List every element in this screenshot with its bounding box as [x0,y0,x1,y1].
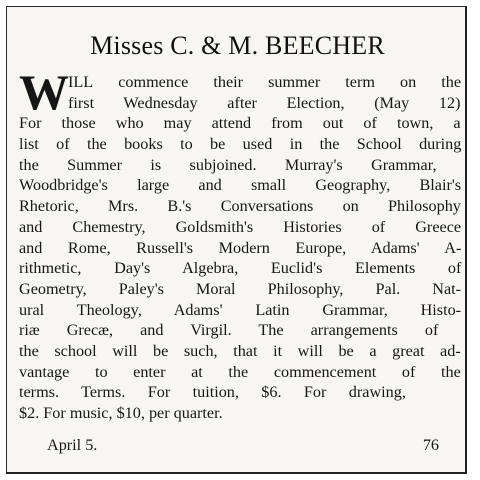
text-line-4: list of the books to be used in the School during [19,135,462,154]
text-line-17: $2. For music, $10, per quarter. [19,404,223,423]
text-line-14: the school will be such, that it will be a great ad- [19,341,461,360]
advertisement-footer [47,436,439,455]
text-line-10: rithmetic, Day's Algebra, Euclid's Elements of [19,259,462,278]
text-line-12: ural Theology, Adams' Latin Grammar, Histo- [19,300,462,319]
publication-date: April 5. [47,436,98,454]
indented-lines [68,72,461,113]
first-word-rest: ILL [68,73,94,91]
drop-cap-letter: W [19,64,69,120]
text-line-1 [68,72,461,93]
text-line-11: Geometry, Paley's Moral Philosophy, Pal. Nat- [19,279,462,298]
text-line-7: Rhetoric, Mrs. B.'s Conversations on Philosophy [19,197,461,216]
newspaper-clipping [6,6,467,474]
advertisement-heading: Misses C. & M. BEECHER [90,31,385,60]
text-line-1-content: commence their summer term on the [93,73,462,91]
text-line-2: first Wednesday after Election, (May 12) [68,93,461,112]
text-line-15: vantage to enter at the commencement of the [19,362,461,381]
text-line-8: and Chemestry, Goldsmith's Histories of Greece [19,217,462,236]
text-line-3: For those who may attend from out of town, a [19,114,461,133]
text-line-5: the Summer is subjoined. Murray's Grammar, [19,155,437,174]
text-line-16: terms. Terms. For tuition, $6. For drawing, [19,383,406,402]
text-line-9: and Rome, Russell's Modern Europe, Adams' A- [19,238,462,257]
text-line-13: riæ Grecæ, and Virgil. The arrangements of [19,321,439,340]
issue-number: 76 [422,436,439,454]
text-line-6: Woodbridge's large and small Geography, Blair's [19,176,462,195]
body-text [19,113,461,423]
